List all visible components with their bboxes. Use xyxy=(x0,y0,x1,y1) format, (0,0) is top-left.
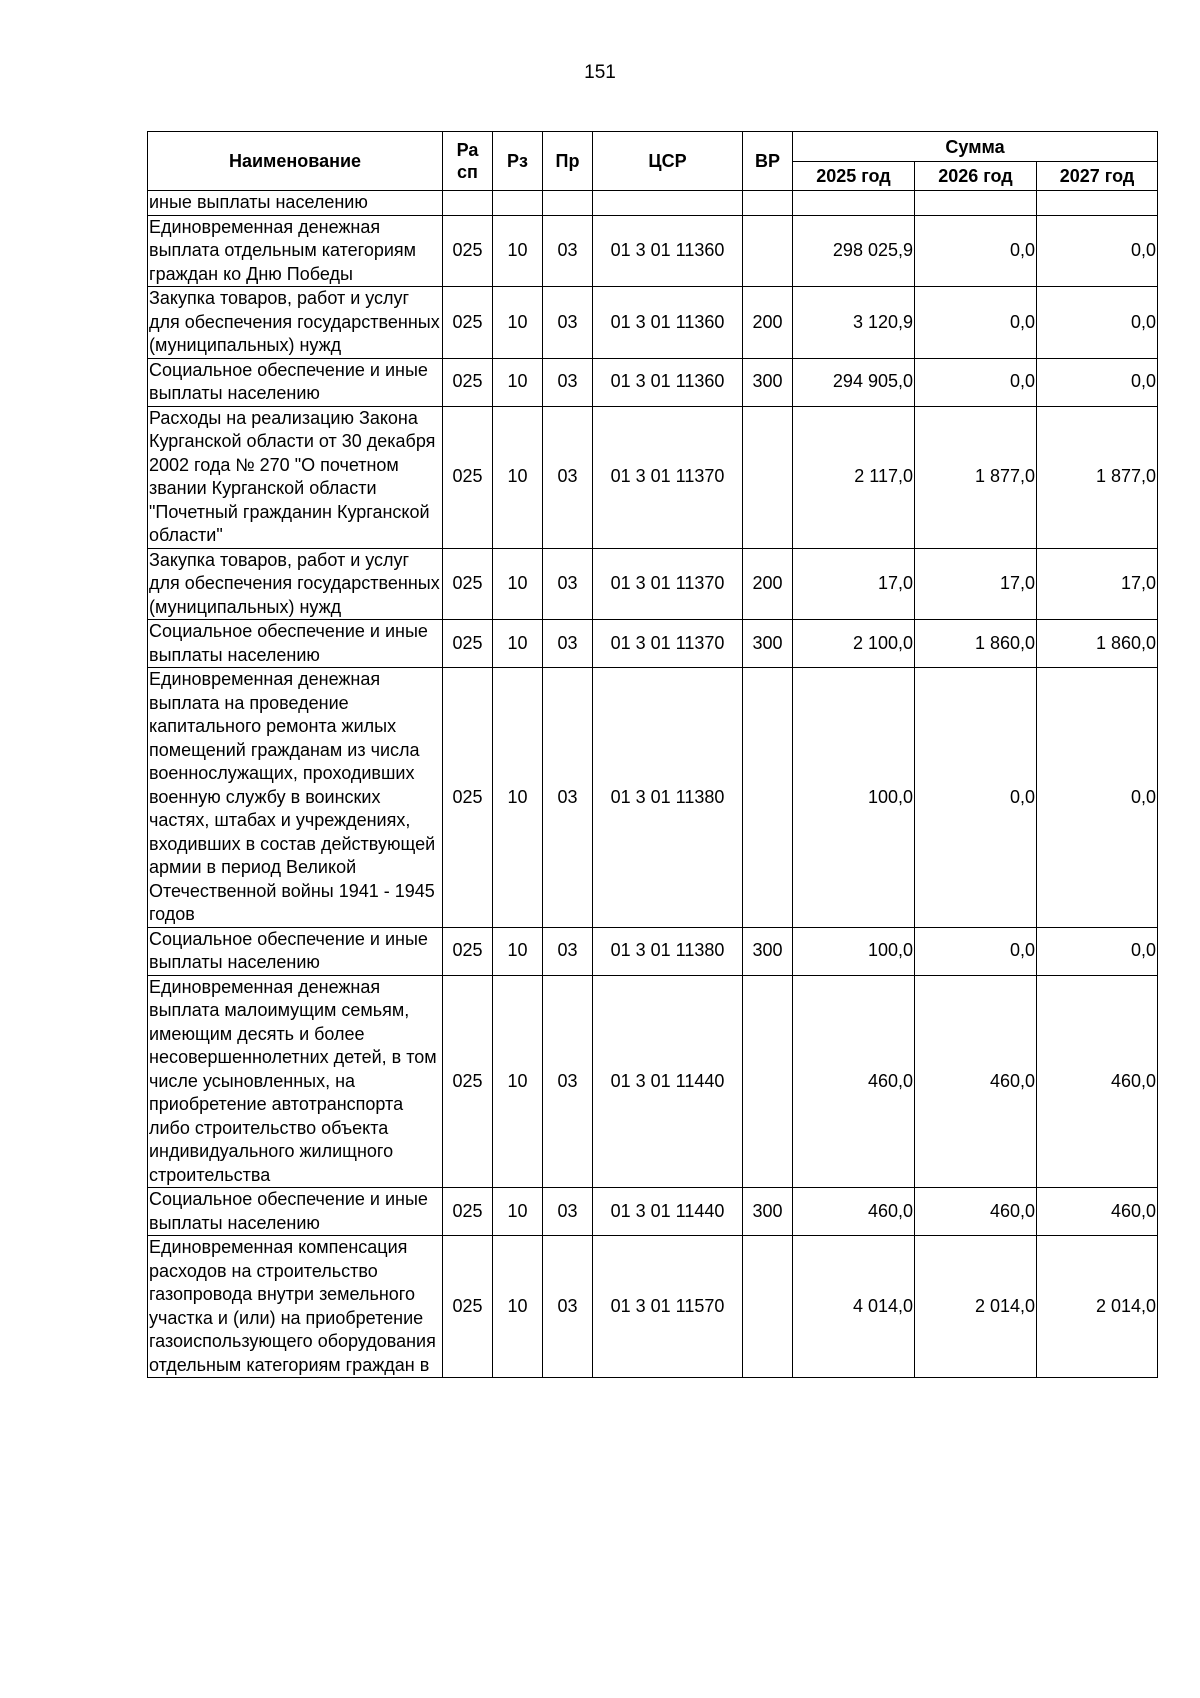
cell-rasp: 025 xyxy=(443,975,493,1188)
cell-2027: 1 877,0 xyxy=(1037,406,1158,548)
cell-2025: 460,0 xyxy=(793,975,915,1188)
header-name: Наименование xyxy=(148,132,443,191)
cell-pr xyxy=(543,191,593,216)
cell-2027 xyxy=(1037,191,1158,216)
cell-csr: 01 3 01 11370 xyxy=(593,406,743,548)
cell-rz: 10 xyxy=(493,287,543,359)
header-2025: 2025 год xyxy=(793,162,915,191)
table-header xyxy=(148,132,1158,191)
cell-2025: 298 025,9 xyxy=(793,215,915,287)
cell-vr: 300 xyxy=(743,358,793,406)
cell-vr xyxy=(743,975,793,1188)
cell-rasp: 025 xyxy=(443,1188,493,1236)
header-csr: ЦСР xyxy=(593,132,743,191)
cell-name: Социальное обеспечение и иные выплаты населению xyxy=(148,1188,443,1236)
cell-rz: 10 xyxy=(493,358,543,406)
cell-rz: 10 xyxy=(493,668,543,928)
cell-name: Закупка товаров, работ и услуг для обеспечения государственных (муниципальных) нужд xyxy=(148,548,443,620)
cell-vr xyxy=(743,668,793,928)
cell-2026: 17,0 xyxy=(915,548,1037,620)
cell-2025: 100,0 xyxy=(793,927,915,975)
cell-name: Расходы на реализацию Закона Курганской области от 30 декабря 2002 года № 270 "О почетном звании Курганской области "Почетный гражданин Курганской области" xyxy=(148,406,443,548)
cell-2027: 0,0 xyxy=(1037,287,1158,359)
cell-csr: 01 3 01 11360 xyxy=(593,287,743,359)
cell-csr: 01 3 01 11570 xyxy=(593,1236,743,1378)
cell-2025: 294 905,0 xyxy=(793,358,915,406)
header-2026: 2026 год xyxy=(915,162,1037,191)
cell-csr: 01 3 01 11370 xyxy=(593,620,743,668)
cell-vr xyxy=(743,406,793,548)
cell-vr: 200 xyxy=(743,287,793,359)
cell-vr xyxy=(743,191,793,216)
cell-2025: 3 120,9 xyxy=(793,287,915,359)
cell-2025: 2 100,0 xyxy=(793,620,915,668)
cell-csr: 01 3 01 11380 xyxy=(593,927,743,975)
cell-pr: 03 xyxy=(543,1236,593,1378)
cell-rz: 10 xyxy=(493,1188,543,1236)
cell-csr: 01 3 01 11440 xyxy=(593,1188,743,1236)
cell-pr: 03 xyxy=(543,548,593,620)
cell-csr xyxy=(593,191,743,216)
cell-rz xyxy=(493,191,543,216)
cell-rz: 10 xyxy=(493,548,543,620)
cell-2027: 1 860,0 xyxy=(1037,620,1158,668)
cell-name: Социальное обеспечение и иные выплаты населению xyxy=(148,620,443,668)
table-body xyxy=(148,191,1158,1378)
cell-2026 xyxy=(915,191,1037,216)
cell-vr xyxy=(743,215,793,287)
table-row xyxy=(148,927,1158,975)
cell-pr: 03 xyxy=(543,215,593,287)
cell-rasp: 025 xyxy=(443,406,493,548)
cell-rz: 10 xyxy=(493,975,543,1188)
cell-csr: 01 3 01 11360 xyxy=(593,358,743,406)
cell-pr: 03 xyxy=(543,406,593,548)
cell-2026: 2 014,0 xyxy=(915,1236,1037,1378)
cell-rz: 10 xyxy=(493,1236,543,1378)
cell-2027: 0,0 xyxy=(1037,358,1158,406)
cell-2026: 1 860,0 xyxy=(915,620,1037,668)
table-row xyxy=(148,1236,1158,1378)
cell-2026: 460,0 xyxy=(915,975,1037,1188)
cell-2027: 2 014,0 xyxy=(1037,1236,1158,1378)
cell-rasp: 025 xyxy=(443,1236,493,1378)
table-row xyxy=(148,668,1158,928)
cell-pr: 03 xyxy=(543,1188,593,1236)
cell-rz: 10 xyxy=(493,927,543,975)
table-row xyxy=(148,215,1158,287)
cell-vr: 300 xyxy=(743,620,793,668)
header-2027: 2027 год xyxy=(1037,162,1158,191)
budget-table xyxy=(147,131,1158,1378)
cell-vr: 300 xyxy=(743,927,793,975)
table-row xyxy=(148,975,1158,1188)
cell-csr: 01 3 01 11360 xyxy=(593,215,743,287)
cell-csr: 01 3 01 11440 xyxy=(593,975,743,1188)
cell-name: Закупка товаров, работ и услуг для обеспечения государственных (муниципальных) нужд xyxy=(148,287,443,359)
header-sum: Сумма xyxy=(793,132,1158,162)
cell-rz: 10 xyxy=(493,620,543,668)
cell-2026: 0,0 xyxy=(915,927,1037,975)
table-row xyxy=(148,1188,1158,1236)
cell-2027: 0,0 xyxy=(1037,668,1158,928)
cell-pr: 03 xyxy=(543,287,593,359)
table-row xyxy=(148,287,1158,359)
cell-2026: 0,0 xyxy=(915,287,1037,359)
cell-vr xyxy=(743,1236,793,1378)
cell-name: Единовременная денежная выплата малоимущим семьям, имеющим десять и более несовершеннолетних детей, в том числе усыновленных, на приобретение автотранспорта либо строительство объекта индивидуального жилищного строительства xyxy=(148,975,443,1188)
cell-2026: 1 877,0 xyxy=(915,406,1037,548)
cell-2026: 460,0 xyxy=(915,1188,1037,1236)
cell-2025: 2 117,0 xyxy=(793,406,915,548)
cell-rz: 10 xyxy=(493,406,543,548)
cell-name: Единовременная компенсация расходов на строительство газопровода внутри земельного участка и (или) на приобретение газоиспользующего оборудования отдельным категориям граждан в xyxy=(148,1236,443,1378)
cell-rasp: 025 xyxy=(443,358,493,406)
cell-name: Социальное обеспечение и иные выплаты населению xyxy=(148,927,443,975)
table-row xyxy=(148,548,1158,620)
cell-rasp: 025 xyxy=(443,927,493,975)
cell-rasp: 025 xyxy=(443,620,493,668)
table-row xyxy=(148,191,1158,216)
cell-rasp: 025 xyxy=(443,215,493,287)
cell-2026: 0,0 xyxy=(915,668,1037,928)
cell-2025: 17,0 xyxy=(793,548,915,620)
header-pr: Пр xyxy=(543,132,593,191)
cell-2027: 0,0 xyxy=(1037,927,1158,975)
cell-rasp xyxy=(443,191,493,216)
page-number: 151 xyxy=(584,62,616,83)
cell-rz: 10 xyxy=(493,215,543,287)
cell-2026: 0,0 xyxy=(915,358,1037,406)
cell-2027: 0,0 xyxy=(1037,215,1158,287)
cell-pr: 03 xyxy=(543,975,593,1188)
header-rasp: Ра сп xyxy=(443,132,493,191)
cell-2026: 0,0 xyxy=(915,215,1037,287)
cell-csr: 01 3 01 11370 xyxy=(593,548,743,620)
cell-2027: 17,0 xyxy=(1037,548,1158,620)
cell-name: Социальное обеспечение и иные выплаты населению xyxy=(148,358,443,406)
cell-name: Единовременная денежная выплата на проведение капитального ремонта жилых помещений гражданам из числа военнослужащих, проходивших военную службу в воинских частях, штабах и учреждениях, входивших в состав действующей армии в период Великой Отечественной войны 1941 - 1945 годов xyxy=(148,668,443,928)
cell-csr: 01 3 01 11380 xyxy=(593,668,743,928)
cell-pr: 03 xyxy=(543,358,593,406)
cell-2025: 100,0 xyxy=(793,668,915,928)
cell-pr: 03 xyxy=(543,927,593,975)
table-row xyxy=(148,620,1158,668)
cell-rasp: 025 xyxy=(443,548,493,620)
cell-2025: 4 014,0 xyxy=(793,1236,915,1378)
cell-name: иные выплаты населению xyxy=(148,191,443,216)
cell-pr: 03 xyxy=(543,620,593,668)
table-row xyxy=(148,406,1158,548)
cell-vr: 300 xyxy=(743,1188,793,1236)
cell-name: Единовременная денежная выплата отдельным категориям граждан ко Дню Победы xyxy=(148,215,443,287)
header-vr: ВР xyxy=(743,132,793,191)
cell-2027: 460,0 xyxy=(1037,1188,1158,1236)
cell-vr: 200 xyxy=(743,548,793,620)
cell-2027: 460,0 xyxy=(1037,975,1158,1188)
cell-2025 xyxy=(793,191,915,216)
table-row xyxy=(148,358,1158,406)
header-rz: Рз xyxy=(493,132,543,191)
cell-pr: 03 xyxy=(543,668,593,928)
cell-rasp: 025 xyxy=(443,668,493,928)
cell-2025: 460,0 xyxy=(793,1188,915,1236)
cell-rasp: 025 xyxy=(443,287,493,359)
